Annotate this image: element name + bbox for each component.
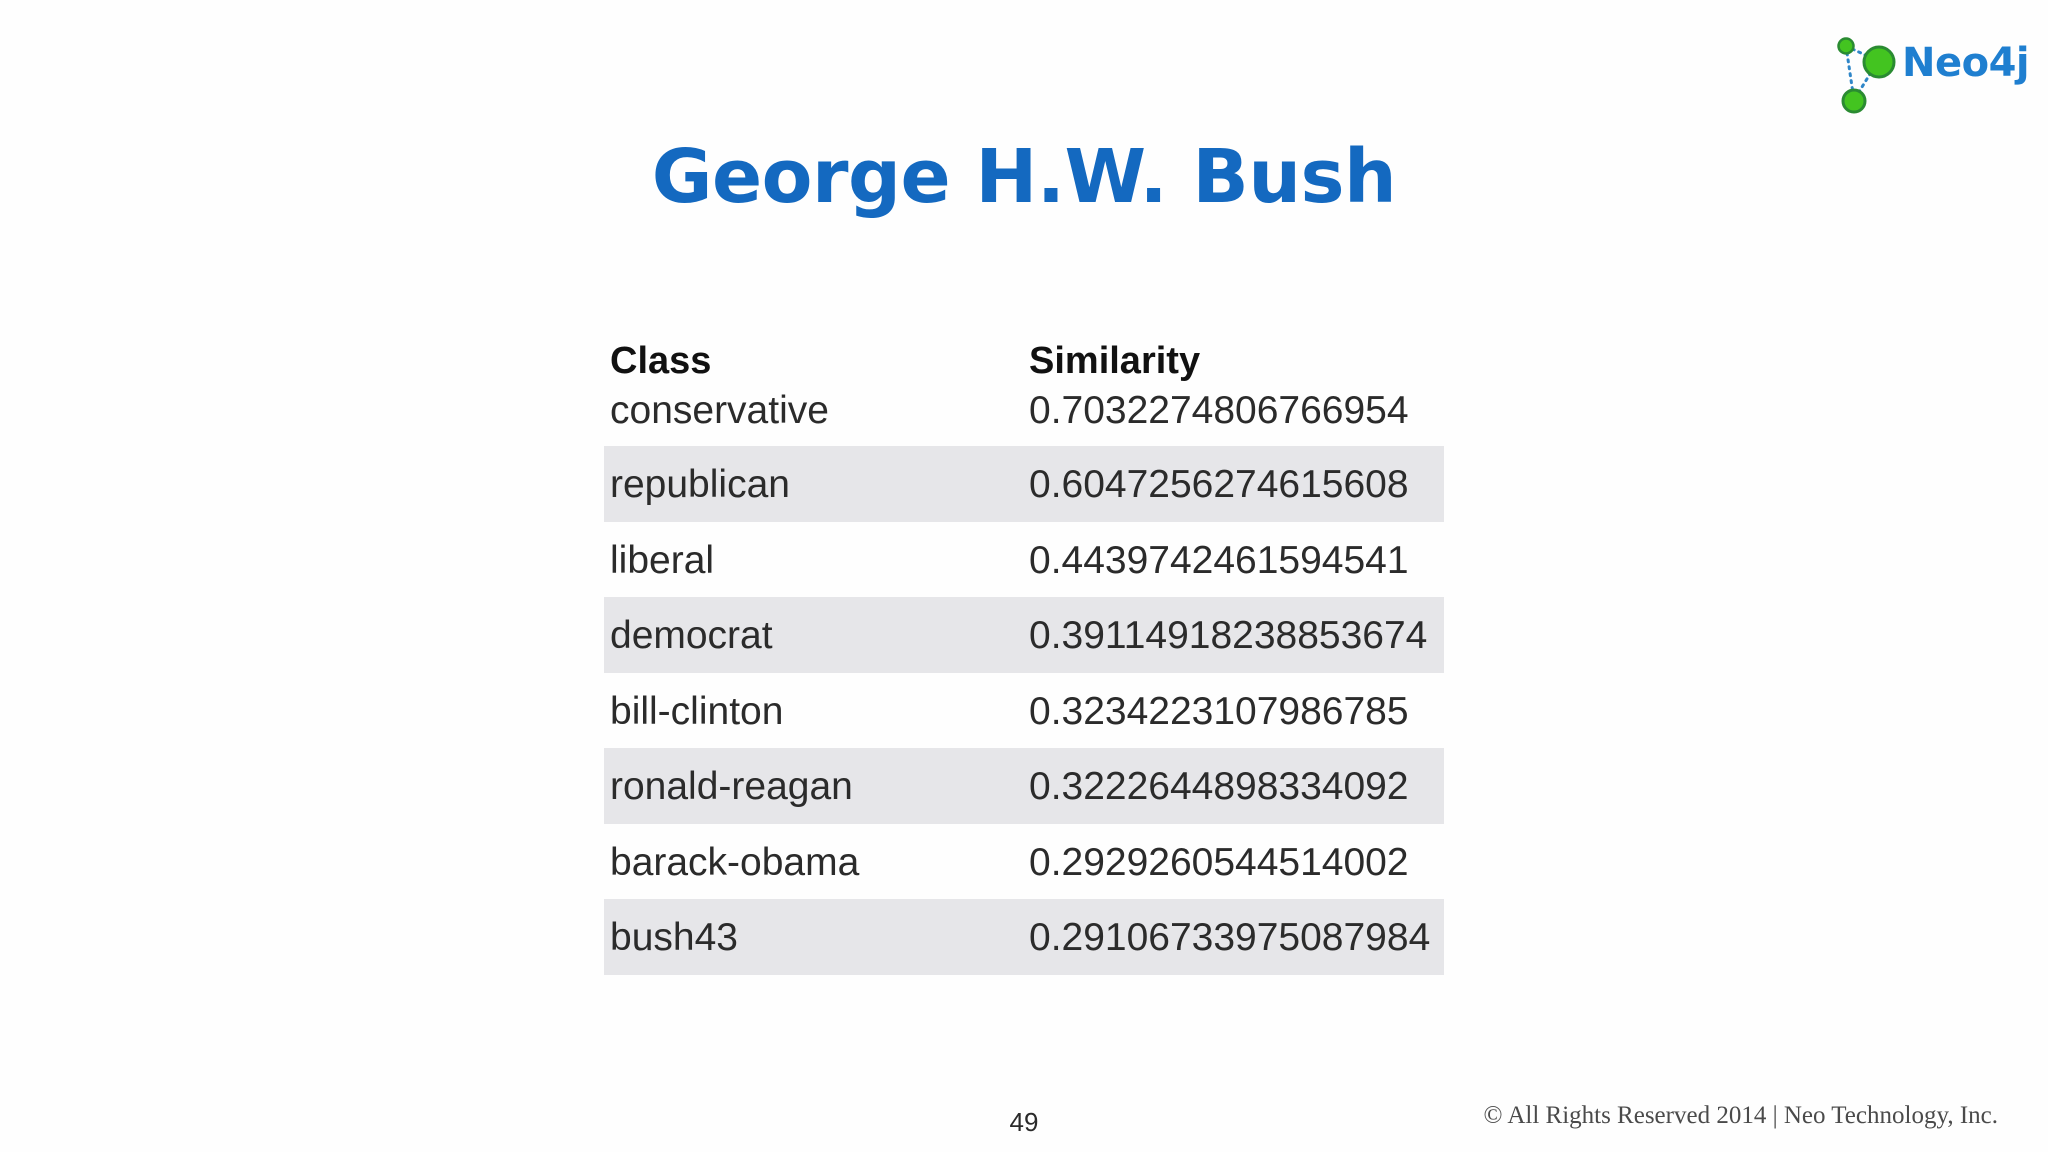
table-row bbox=[604, 446, 1444, 522]
page-number: 49 bbox=[1009, 1107, 1039, 1137]
neo4j-logo bbox=[1836, 36, 2030, 122]
cell-class: bill-clinton bbox=[610, 689, 784, 733]
slide-title: George H.W. Bush bbox=[651, 134, 1397, 220]
cell-similarity: 0.29106733975087984 bbox=[1029, 916, 1431, 959]
cell-class: democrat bbox=[610, 614, 773, 657]
table-row bbox=[604, 522, 1444, 598]
cell-similarity: 0.7032274806766954 bbox=[1029, 389, 1409, 432]
cell-class: bush43 bbox=[610, 916, 738, 959]
logo-text: Neo4j bbox=[1902, 40, 2030, 86]
copyright-footer: © All Rights Reserved 2014 | Neo Technology, Inc. bbox=[1483, 1102, 1998, 1129]
header-class: Class bbox=[610, 340, 712, 382]
cell-similarity: 0.2929260544514002 bbox=[1029, 840, 1409, 884]
cell-class: conservative bbox=[610, 389, 829, 432]
cell-similarity: 0.4439742461594541 bbox=[1029, 538, 1409, 582]
cell-class: barack-obama bbox=[610, 840, 860, 884]
neo4j-graph-logo-icon bbox=[1836, 36, 1906, 122]
cell-class: liberal bbox=[610, 538, 715, 582]
table-header bbox=[604, 334, 1444, 389]
table-row bbox=[604, 899, 1444, 975]
similarity-table bbox=[604, 334, 1444, 975]
cell-class: ronald-reagan bbox=[610, 765, 853, 808]
table-row bbox=[604, 597, 1444, 673]
table-row bbox=[604, 748, 1444, 824]
cell-similarity: 0.3222644898334092 bbox=[1029, 765, 1409, 808]
header-similarity: Similarity bbox=[1029, 340, 1201, 382]
cell-similarity: 0.6047256274615608 bbox=[1029, 463, 1409, 506]
table-row bbox=[604, 389, 1444, 446]
cell-class: republican bbox=[610, 463, 790, 506]
table-row bbox=[604, 824, 1444, 900]
cell-similarity: 0.39114918238853674 bbox=[1029, 614, 1428, 657]
cell-similarity: 0.3234223107986785 bbox=[1029, 689, 1409, 733]
table-row bbox=[604, 673, 1444, 749]
